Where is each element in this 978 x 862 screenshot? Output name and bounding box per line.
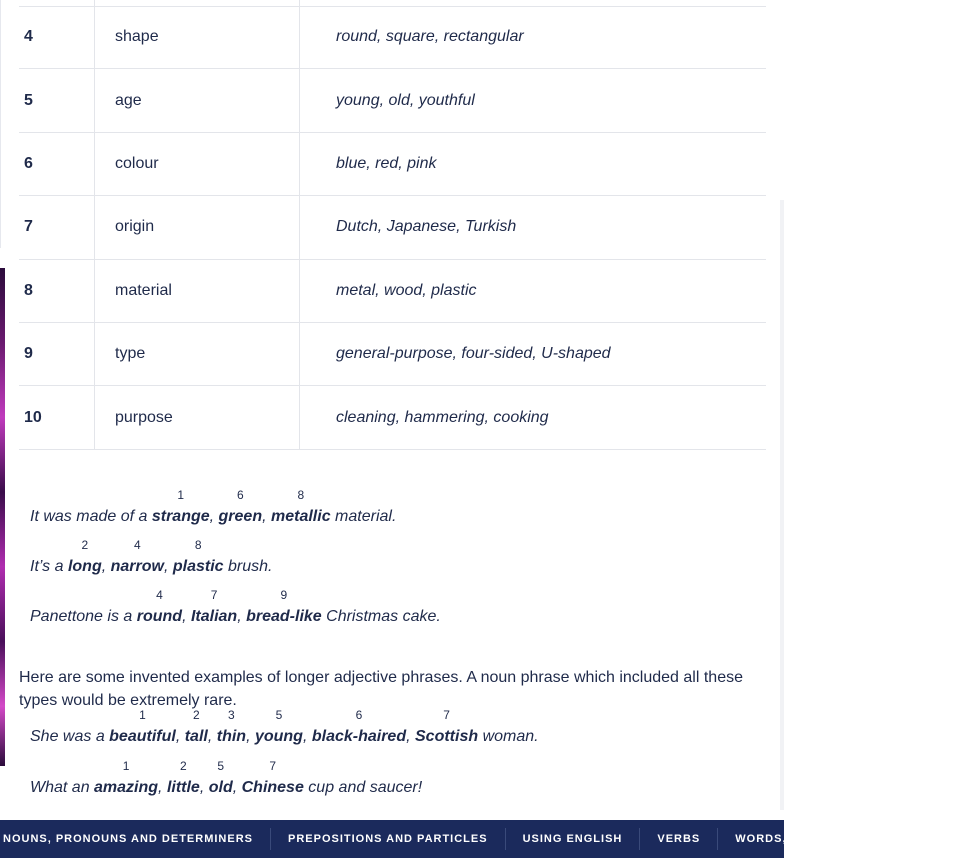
adjective-word: plastic — [172, 558, 224, 575]
order-number: 6 — [19, 132, 99, 195]
order-number-label: 8 — [194, 538, 202, 552]
table-row — [19, 132, 766, 195]
adjective-type: purpose — [99, 386, 320, 449]
adjective-word: metallic — [271, 508, 331, 525]
bottom-nav — [0, 820, 961, 858]
example-sentence — [30, 508, 396, 526]
separator: , — [246, 728, 255, 745]
adjective-word: young — [254, 728, 303, 745]
adjective-type: age — [99, 69, 320, 132]
nav-item-prepositions[interactable]: PREPOSITIONS AND PARTICLES — [271, 828, 506, 850]
sentence-text: cup and saucer! — [303, 779, 423, 796]
example-sentence — [30, 608, 441, 626]
order-number-label: 6 — [355, 708, 363, 722]
adjective-examples: Dutch, Japanese, Turkish — [320, 196, 766, 259]
sentence-text: She was a — [30, 728, 110, 745]
adjective-type: origin — [99, 196, 320, 259]
order-number-label: 5 — [275, 708, 283, 722]
sentence-text: Christmas cake. — [321, 608, 441, 625]
separator: , — [175, 728, 185, 745]
table-row — [19, 69, 766, 132]
nav-item-verbs[interactable]: VERBS — [640, 828, 718, 850]
left-border — [0, 0, 1, 248]
side-image-strip — [0, 268, 5, 766]
adjective-order-table — [19, 6, 766, 450]
table-row — [19, 259, 766, 322]
order-number-label: 1 — [139, 708, 146, 722]
order-number: 9 — [19, 322, 99, 385]
adjective-word: amazing — [94, 779, 159, 796]
order-number: 5 — [19, 69, 99, 132]
adjective-word: tall — [184, 728, 208, 745]
explanation-paragraph: Here are some invented examples of longer adjective phrases. A noun phrase which included all these types would be extremely rare. — [19, 669, 743, 709]
table-row — [19, 196, 766, 259]
adjective-word: long — [67, 558, 102, 575]
order-number-label: 7 — [443, 708, 450, 722]
separator: , — [182, 608, 191, 625]
order-number-label: 2 — [81, 538, 89, 552]
adjective-word: little — [166, 779, 200, 796]
separator: , — [262, 508, 271, 525]
nav-item-words[interactable]: WORDS, SENTENCES AND CLAUSES — [735, 833, 961, 845]
order-number-label: 4 — [156, 588, 163, 602]
order-number-label: 7 — [210, 588, 218, 602]
adjective-type: material — [99, 259, 320, 322]
separator: , — [232, 779, 242, 796]
separator: , — [101, 558, 111, 575]
adjective-word: round — [136, 608, 183, 625]
sentence-text: It’s a — [30, 558, 68, 575]
separator: , — [302, 728, 312, 745]
adjective-word: strange — [151, 508, 210, 525]
order-number-label: 2 — [192, 708, 200, 722]
order-number: 8 — [19, 259, 99, 322]
adjective-type: shape — [99, 6, 320, 69]
order-number-label: 4 — [133, 538, 141, 552]
order-number-label: 7 — [269, 759, 277, 773]
order-number: 7 — [19, 196, 99, 259]
separator: , — [207, 728, 217, 745]
order-number-label: 6 — [236, 488, 244, 502]
separator: , — [406, 728, 415, 745]
separator: , — [163, 558, 173, 575]
sentence-text: woman. — [478, 728, 539, 745]
adjective-word: green — [218, 508, 263, 525]
sentence-text: It was made of a — [30, 508, 152, 525]
separator: , — [158, 779, 167, 796]
order-number-label: 9 — [280, 588, 288, 602]
adjective-examples: blue, red, pink — [320, 132, 766, 195]
sentence-text: What an — [30, 779, 95, 796]
adjective-word: narrow — [110, 558, 164, 575]
nav-item-using-english[interactable]: USING ENGLISH — [506, 828, 641, 850]
order-number-label: 5 — [217, 759, 225, 773]
adjective-examples: young, old, youthful — [320, 69, 766, 132]
example-sentence — [30, 558, 272, 576]
separator: , — [209, 508, 219, 525]
table-row — [19, 386, 766, 449]
separator: , — [199, 779, 209, 796]
order-number-label: 1 — [177, 488, 185, 502]
adjective-examples: general-purpose, four-sided, U-shaped — [320, 322, 766, 385]
sentence-text: brush. — [223, 558, 273, 575]
adjective-word: Scottish — [415, 728, 479, 745]
adjective-word: bread-like — [246, 608, 322, 625]
nav-item-nouns[interactable]: NOUNS, PRONOUNS AND DETERMINERS — [0, 828, 271, 850]
adjective-type: type — [99, 322, 320, 385]
adjective-examples: cleaning, hammering, cooking — [320, 386, 766, 449]
table-row — [19, 6, 766, 69]
sentence-text: material. — [330, 508, 397, 525]
order-number-label: 3 — [228, 708, 235, 722]
order-number-label: 1 — [122, 759, 130, 773]
adjective-word: Italian — [190, 608, 238, 625]
table-row — [19, 322, 766, 385]
adjective-word: Chinese — [241, 779, 304, 796]
separator: , — [237, 608, 247, 625]
adjective-examples: metal, wood, plastic — [320, 259, 766, 322]
adjective-word: black-haired — [311, 728, 407, 745]
scrollbar-track[interactable] — [780, 200, 784, 810]
adjective-word: old — [208, 779, 233, 796]
example-sentence — [30, 779, 422, 797]
order-number-label: 8 — [297, 488, 305, 502]
order-number: 4 — [19, 6, 99, 69]
example-sentence — [30, 728, 539, 746]
order-number-label: 2 — [180, 759, 187, 773]
adjective-word: thin — [216, 728, 247, 745]
adjective-type: colour — [99, 132, 320, 195]
adjective-word: beautiful — [109, 728, 176, 745]
order-number: 10 — [19, 386, 99, 449]
adjective-examples: round, square, rectangular — [320, 6, 766, 69]
sentence-text: Panettone is a — [30, 608, 137, 625]
